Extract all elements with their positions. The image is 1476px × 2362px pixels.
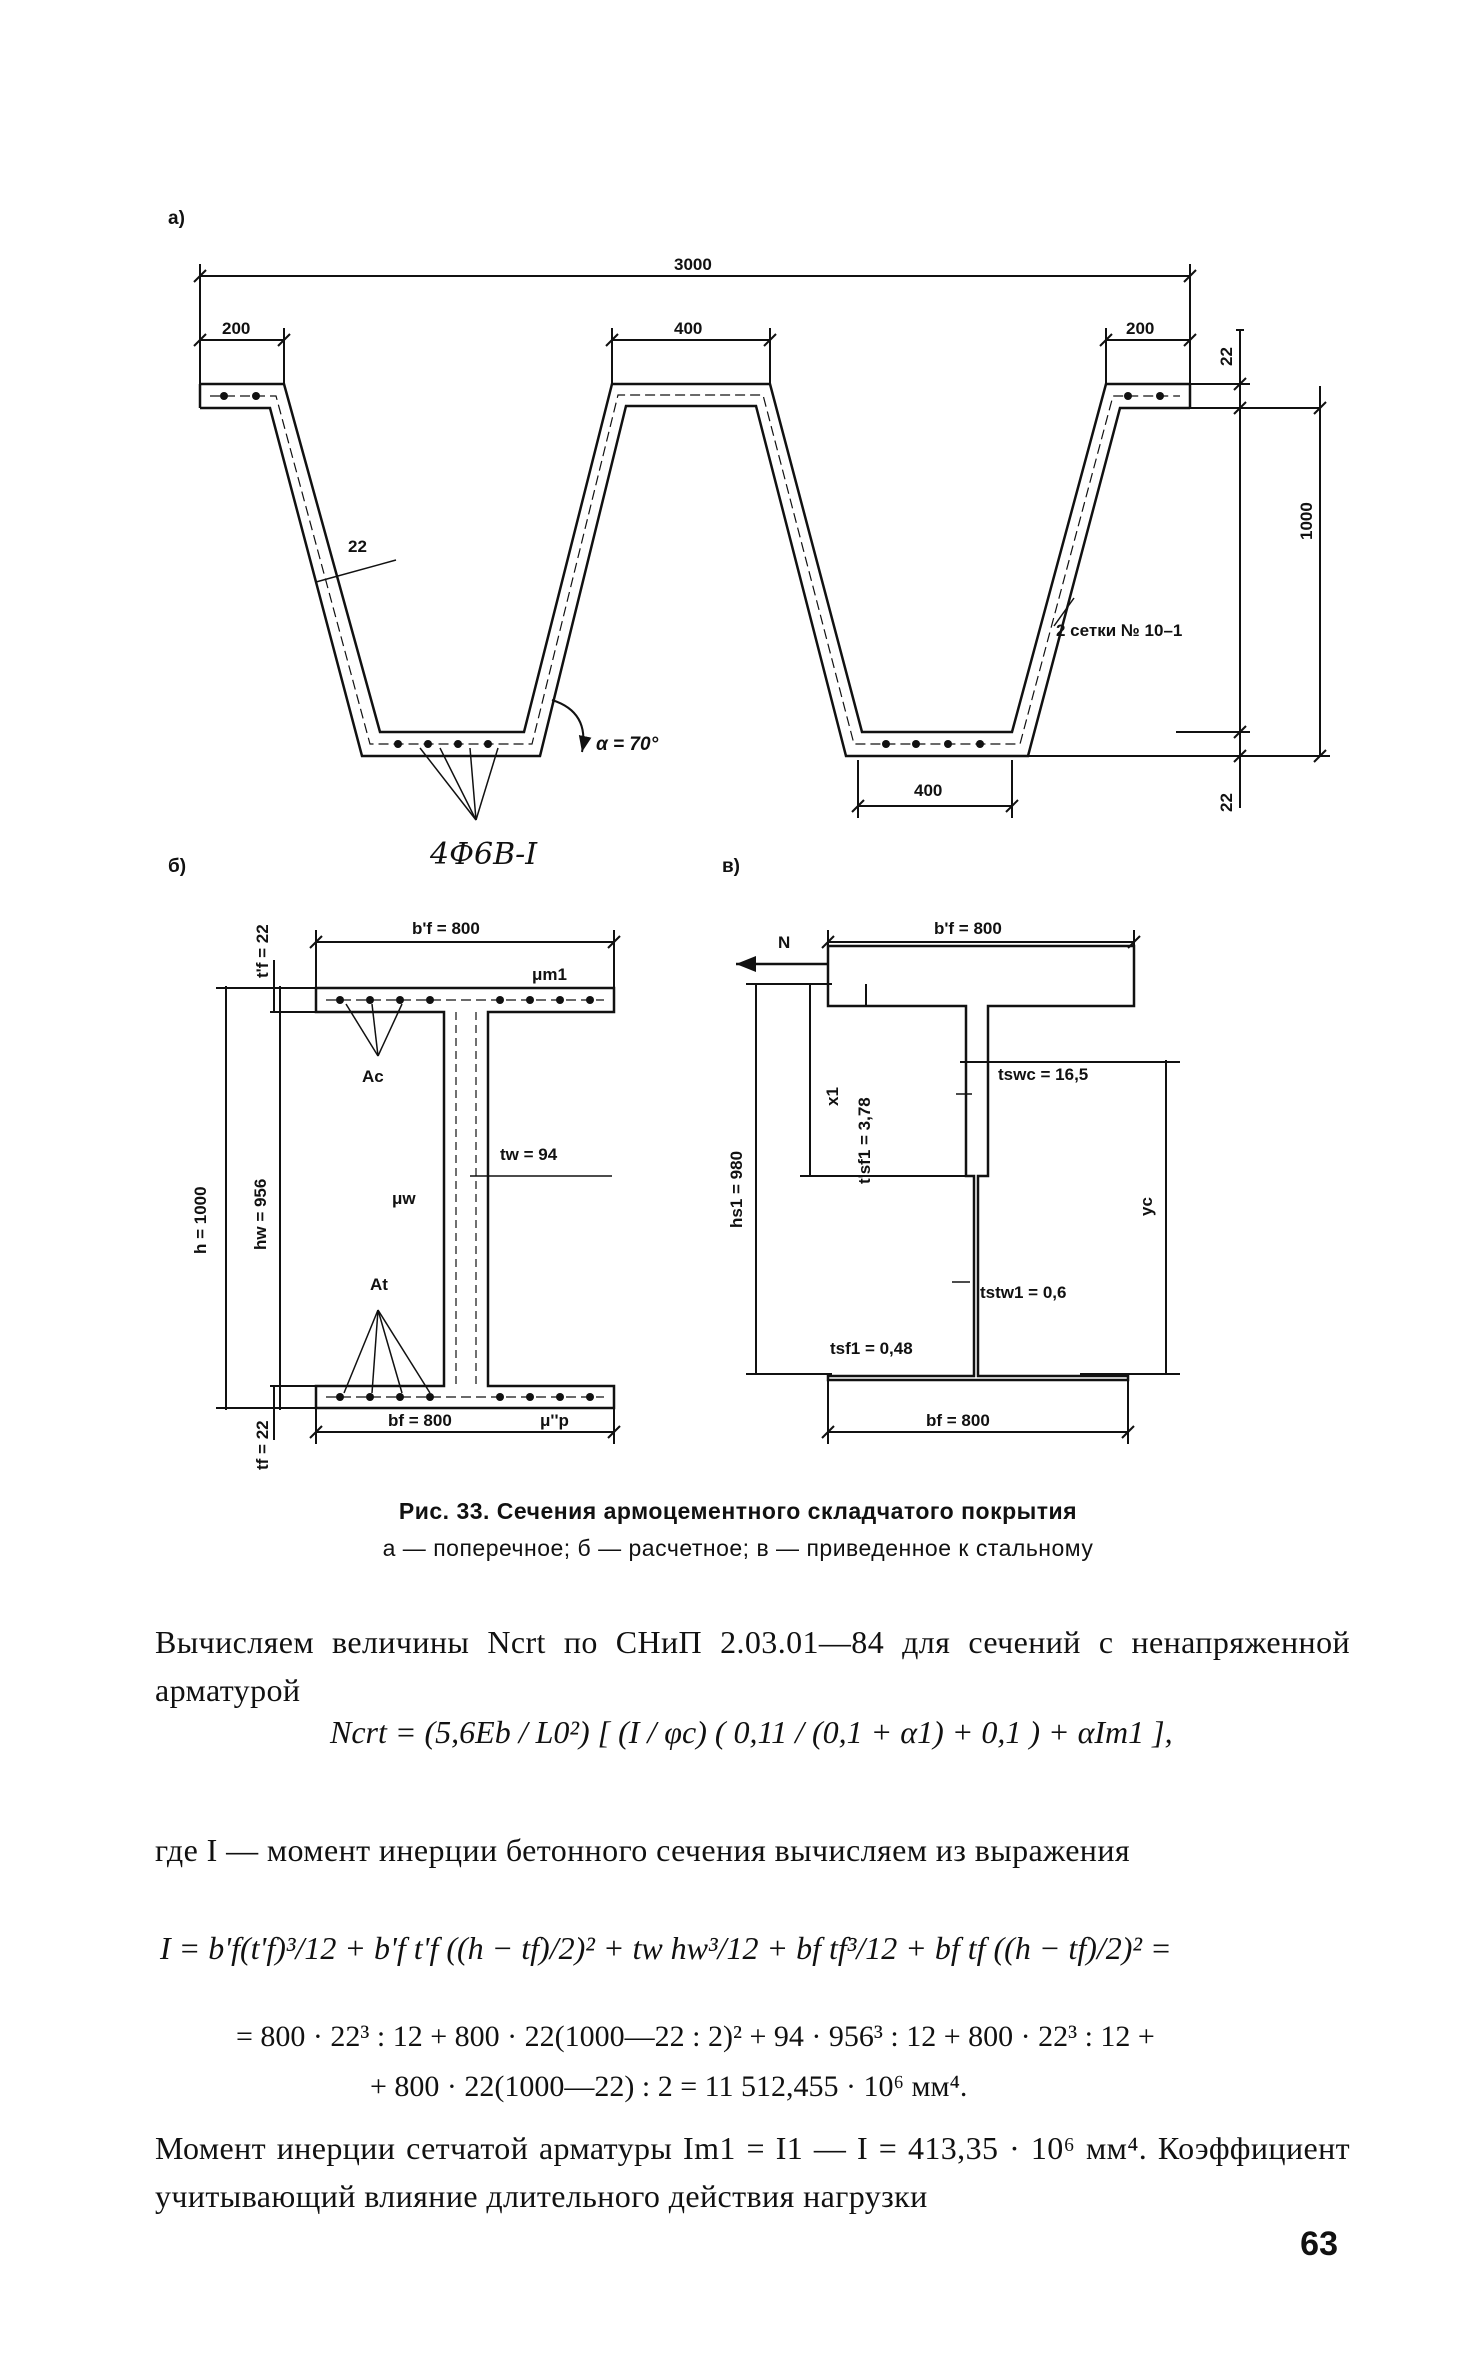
figure-caption-title: Рис. 33. Сечения армоцементного складчатого покрытия xyxy=(398,1498,1078,1524)
b-tf-bot: tf = 22 xyxy=(253,1420,272,1470)
b-At: At xyxy=(370,1275,388,1294)
b-bf-bot: bf = 800 xyxy=(388,1411,452,1430)
dim-right-200: 200 xyxy=(1126,319,1155,338)
formula-ncrt-text: Ncrt = (5,6Eb / L0²) [ (I / φc) ( 0,11 / (0,1 + α1) + 0,1 ) + αIm1 ], xyxy=(330,1714,1173,1750)
formula-inertia xyxy=(160,1930,1360,1967)
c-tsf1: tsf1 = 0,48 xyxy=(830,1339,913,1358)
c-bf-bot: bf = 800 xyxy=(926,1411,990,1430)
c-hs1: hs1 = 980 xyxy=(727,1150,746,1228)
c-bf-top: b'f = 800 xyxy=(934,919,1002,938)
dim-bottom-400: 400 xyxy=(914,781,943,800)
panel-c-label: в) xyxy=(722,856,741,877)
paragraph-1: Вычисляем величины Ncrt по СНиП 2.03.01—84 для сечений с ненапряженной арматурой xyxy=(155,1624,1350,1708)
i-section xyxy=(316,988,614,1408)
dim-top-thk-22: 22 xyxy=(1217,347,1236,366)
b-bf-top: b'f = 800 xyxy=(412,919,480,938)
figure-caption-subtitle: а — поперечное; б — расчетное; в — приведенное к стальному xyxy=(382,1535,1094,1561)
c-x1: x1 xyxy=(823,1087,842,1106)
b-hw: hw = 956 xyxy=(251,1178,270,1250)
dim-height-1000: 1000 xyxy=(1297,502,1316,540)
b-mu-m1: μm1 xyxy=(532,965,567,984)
dim-wall-22: 22 xyxy=(348,537,367,556)
dim-bot-thk-22: 22 xyxy=(1217,793,1236,812)
i-section-rebar xyxy=(336,996,594,1401)
equation-line-1: = 800 · 22³ : 12 + 800 · 22(1000—22 : 2)² + 94 · 956³ : 12 + 800 · 22³ : 12 + xyxy=(236,2020,1155,2053)
rebar-label: 4Ф6В-I xyxy=(430,837,538,872)
b-Ac: Ac xyxy=(362,1067,384,1086)
panel-b-label: б) xyxy=(168,856,187,877)
formula-ncrt xyxy=(330,1714,1230,1751)
mesh-label: 2 сетки № 10–1 xyxy=(1056,621,1183,640)
panel-b-dimensions xyxy=(216,930,620,1444)
dim-total-3000: 3000 xyxy=(674,255,712,274)
formula-inertia-text: I = b'f(t'f)³/12 + b'f t'f ((h − tf)/2)² + tw hw³/12 + bf tf³/12 + bf tf ((h − tf)/2)² = xyxy=(160,1930,1172,1966)
i-section-leaders xyxy=(344,1004,612,1393)
b-h: h = 1000 xyxy=(191,1186,210,1254)
panel-a-label: а) xyxy=(168,208,185,229)
folded-slab-shape xyxy=(200,384,1190,756)
angle-label: α = 70° xyxy=(596,734,659,755)
c-tsf1-prime: t'sf1 = 3,78 xyxy=(855,1097,874,1184)
c-yc: yc xyxy=(1137,1197,1156,1216)
b-tf-top: t'f = 22 xyxy=(253,924,272,978)
page-number: 63 xyxy=(1300,2225,1338,2263)
wall-thickness-mark xyxy=(316,560,396,582)
paragraph-3: Момент инерции сетчатой арматуры Im1 = I1 — I = 413,35 · 10⁶ мм⁴. Коэффициент учитывающий влияние длительного действия нагрузки xyxy=(155,2130,1350,2214)
c-tstw1: tstw1 = 0,6 xyxy=(980,1283,1067,1302)
c-tswc: tswc = 16,5 xyxy=(998,1065,1089,1084)
steel-section-ticks xyxy=(952,1094,972,1282)
paragraph-2: где I — момент инерции бетонного сечения вычисляем из выражения xyxy=(155,1832,1130,1868)
angle-arc xyxy=(552,700,583,752)
b-tw: tw = 94 xyxy=(500,1145,558,1164)
dim-mid-400: 400 xyxy=(674,319,703,338)
b-mu-w: μw xyxy=(392,1189,416,1208)
rebar-leaders xyxy=(420,748,498,820)
dim-left-200: 200 xyxy=(222,319,251,338)
c-N: N xyxy=(778,933,791,952)
b-mu-p: μ''p xyxy=(540,1411,569,1430)
equation-line-2: + 800 · 22(1000—22) : 2 = 11 512,455 · 10⁶ мм⁴. xyxy=(370,2070,968,2103)
